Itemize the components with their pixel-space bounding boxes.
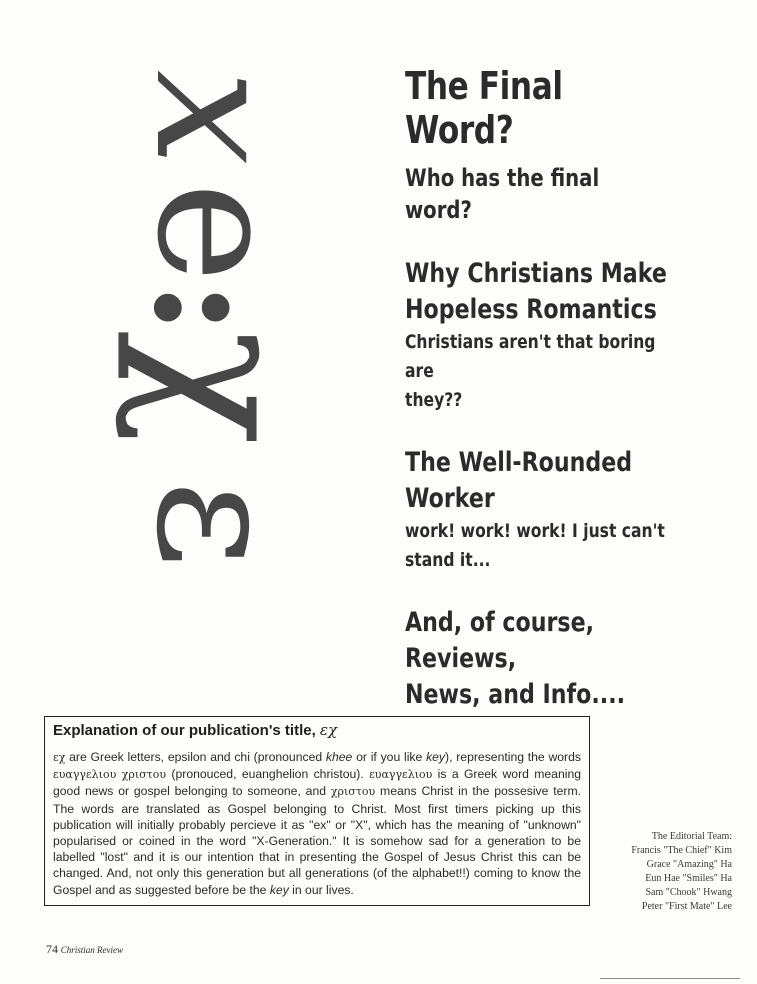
logo-chi: χ — [113, 330, 334, 446]
emphasis-khee: khee — [325, 750, 353, 764]
team-member: Peter "First Mate" Lee — [641, 901, 732, 912]
headline-line2: News, and Info.... — [405, 679, 626, 710]
team-heading: The Editorial Team: — [651, 831, 732, 842]
team-member: Sam "Chook" Hwang — [645, 887, 732, 898]
page-footer — [46, 942, 123, 957]
headlines — [405, 64, 667, 713]
gospel-greek: ευαγγελιου χριστου — [53, 768, 167, 782]
christou-greek: χριστου — [330, 785, 376, 799]
logo-e: e — [119, 182, 317, 283]
headline-title-line2: Hopeless Romantics — [405, 294, 657, 325]
publication-name: Christian Review — [60, 945, 123, 955]
headline-title-line1: Why Christians Make — [405, 258, 667, 289]
explanation-heading — [53, 721, 581, 739]
headline-subtitle-line2: stand it... — [405, 549, 491, 571]
logo-colon: : — [120, 280, 296, 336]
text-run: in our lives. — [288, 882, 354, 897]
emphasis-key-end: key — [269, 882, 289, 897]
headline-subtitle-line2: they?? — [405, 389, 463, 411]
logo-x: x — [117, 70, 315, 166]
publication-logo — [113, 70, 334, 590]
headline-romantics — [405, 256, 667, 415]
team-member: Eun Hae "Smiles" Ha — [645, 873, 732, 884]
headline-title: The Final Word? — [405, 64, 563, 152]
text-run: are Greek letters, epsilon and chi (pronounced — [65, 750, 326, 764]
team-member: Grace "Amazing" Ha — [646, 859, 732, 870]
headline-worker — [405, 445, 667, 575]
editorial-team — [604, 830, 732, 914]
logo-epsilon: ε — [119, 480, 317, 569]
text-run: (pronouced, euanghelion christou). — [166, 767, 370, 782]
headline-subtitle-line1: Christians aren't that boring are — [405, 331, 656, 382]
bottom-rule — [600, 978, 740, 979]
page-number: 74 — [46, 942, 58, 956]
headline-title-line1: The Well-Rounded — [405, 447, 633, 478]
explanation-heading-symbol: εχ — [319, 721, 338, 739]
headline-line1: And, of course, Reviews, — [405, 607, 595, 674]
text-run: or if you like — [352, 750, 427, 764]
text-run: ), representing the words — [445, 750, 581, 764]
headline-subtitle: Who has the final word? — [405, 164, 600, 224]
headline-subtitle-line1: work! work! work! I just can't — [405, 520, 665, 542]
text-run: is a Greek word meaning good news or gospel belonging to someone, and — [53, 767, 582, 799]
symbol-greek: εχ — [53, 751, 66, 764]
logo-graphic — [113, 70, 334, 590]
euangelion-greek: ευαγγελιου — [369, 768, 433, 782]
headline-reviews — [405, 605, 667, 713]
emphasis-key: key — [426, 750, 446, 764]
headline-final-word — [405, 64, 667, 226]
text-run: means Christ in the possesive term. The words are translated as Gospel belonging to Christ. Most first timers picking up this publication will initially probably percieve it as "ex" or "X", which has the meaning of "unknown" popularised or coined in the word "X-Generation." It is somehow sad for a generation to be labelled "lost" and it is our intention that in presenting the Gospel of Jesus Christ this can be changed. And, not only this generation but all generations (of the alphabet!!) coming to know the Gospel and as suggested before be the — [53, 784, 581, 897]
team-member: Francis "The Chief" Kim — [631, 845, 732, 856]
headline-title-line2: Worker — [405, 483, 495, 514]
explanation-heading-text: Explanation of our publication's title, — [53, 722, 316, 739]
title-explanation-box — [44, 716, 590, 906]
explanation-paragraph — [53, 749, 581, 898]
